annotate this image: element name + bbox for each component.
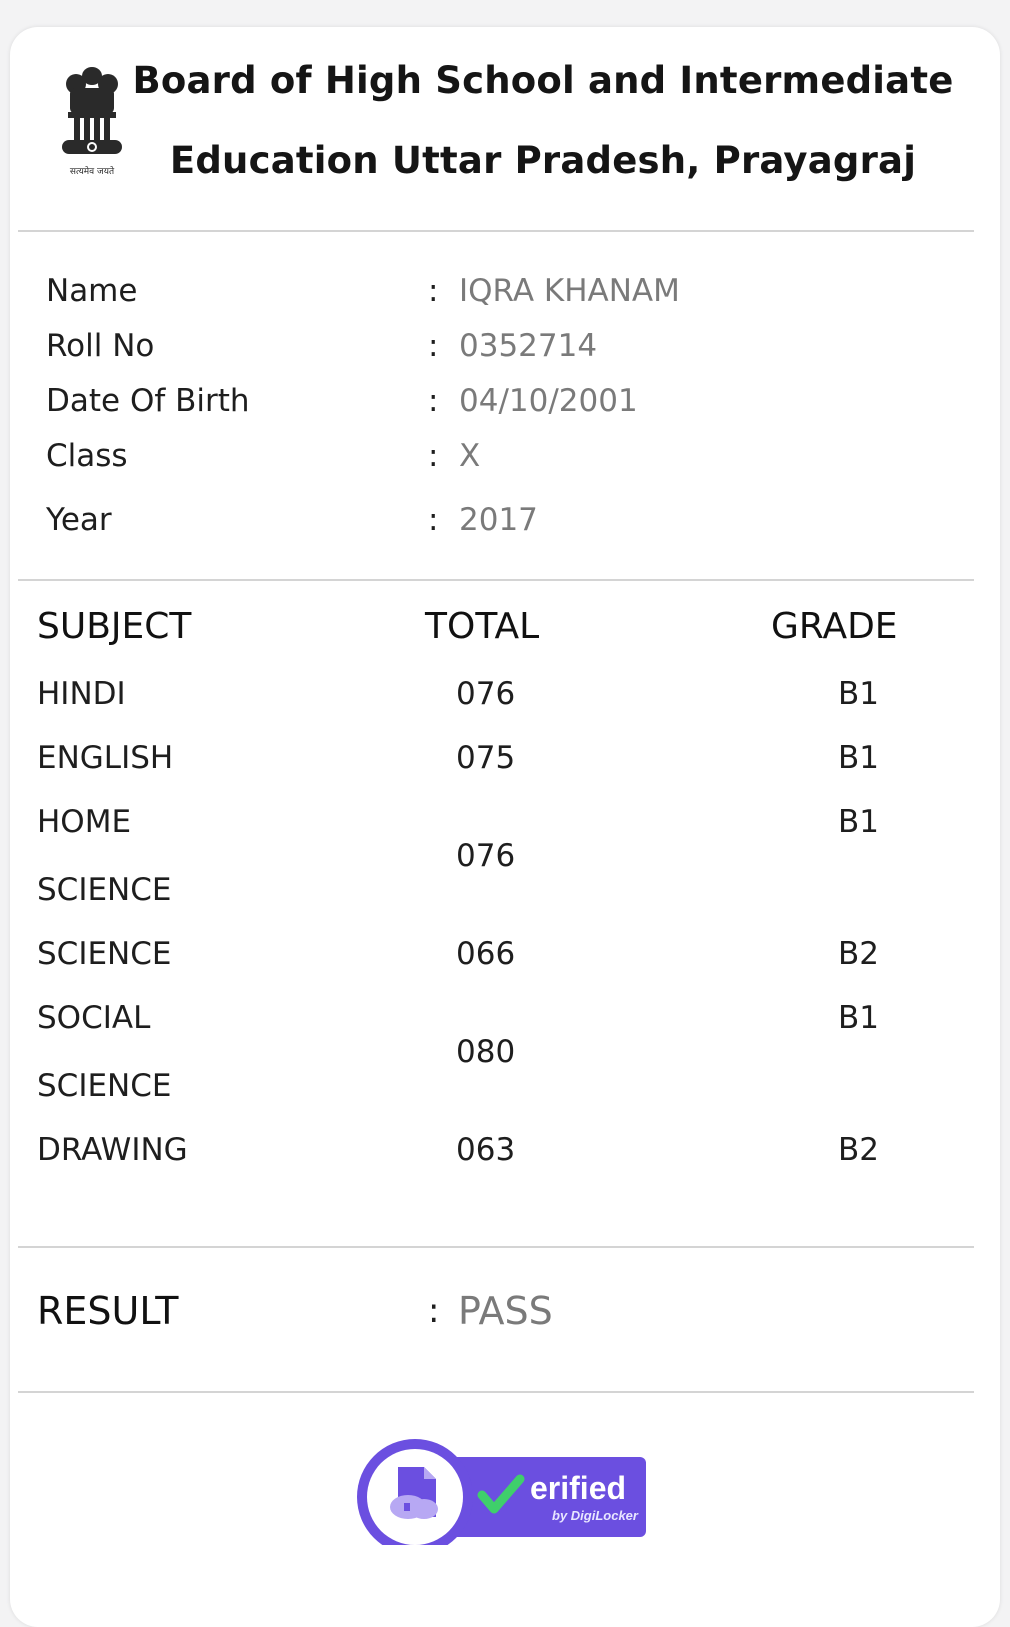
subject-name: DRAWING (37, 1132, 188, 1168)
subject-name: SOCIAL (37, 1000, 151, 1036)
subject-total: 063 (456, 1132, 516, 1168)
colon: : (428, 1291, 440, 1331)
subject-total: 076 (456, 676, 516, 712)
subject-name: ENGLISH (37, 740, 174, 776)
year-value: 2017 (459, 502, 538, 538)
subject-name: SCIENCE (37, 936, 172, 972)
subject-name-line2: SCIENCE (37, 1068, 172, 1104)
divider (18, 579, 974, 581)
colon: : (428, 273, 439, 309)
colon: : (428, 502, 439, 538)
name-label: Name (46, 273, 138, 309)
board-title-line1: Board of High School and Intermediate (132, 59, 954, 102)
divider (18, 230, 974, 232)
subject-grade: B2 (838, 936, 879, 972)
digilocker-text: by DigiLocker (552, 1508, 638, 1523)
student-name: IQRA KHANAM (459, 273, 680, 309)
verified-text: erified (530, 1470, 627, 1506)
subject-grade: B1 (838, 676, 879, 712)
subject-name-line2: SCIENCE (37, 872, 172, 908)
year-label: Year (46, 502, 112, 538)
subject-total: 075 (456, 740, 516, 776)
result-value: PASS (458, 1289, 553, 1333)
divider (18, 1391, 974, 1393)
board-title-line2: Education Uttar Pradesh, Prayagraj (169, 139, 917, 182)
subject-name: HINDI (37, 676, 126, 712)
class-value: X (459, 438, 481, 474)
divider (18, 1246, 974, 1248)
roll-label: Roll No (46, 328, 155, 364)
colon: : (428, 328, 439, 364)
subject-total: 080 (456, 1034, 516, 1070)
subject-grade: B1 (838, 740, 879, 776)
subject-grade: B1 (838, 804, 879, 840)
subject-total: 076 (456, 838, 516, 874)
emblem-motto: सत्यमेव जयते (69, 167, 115, 177)
roll-number: 0352714 (459, 328, 598, 364)
subject-grade: B2 (838, 1132, 879, 1168)
subject-header: SUBJECT (37, 606, 192, 647)
class-label: Class (46, 438, 128, 474)
colon: : (428, 383, 439, 419)
result-label: RESULT (37, 1289, 179, 1333)
colon: : (428, 438, 439, 474)
dob-label: Date Of Birth (46, 383, 250, 419)
subject-total: 066 (456, 936, 516, 972)
grade-header: GRADE (771, 606, 898, 647)
subject-name: HOME (37, 804, 132, 840)
subject-grade: B1 (838, 1000, 879, 1036)
date-of-birth: 04/10/2001 (459, 383, 638, 419)
total-header: TOTAL (425, 606, 540, 647)
